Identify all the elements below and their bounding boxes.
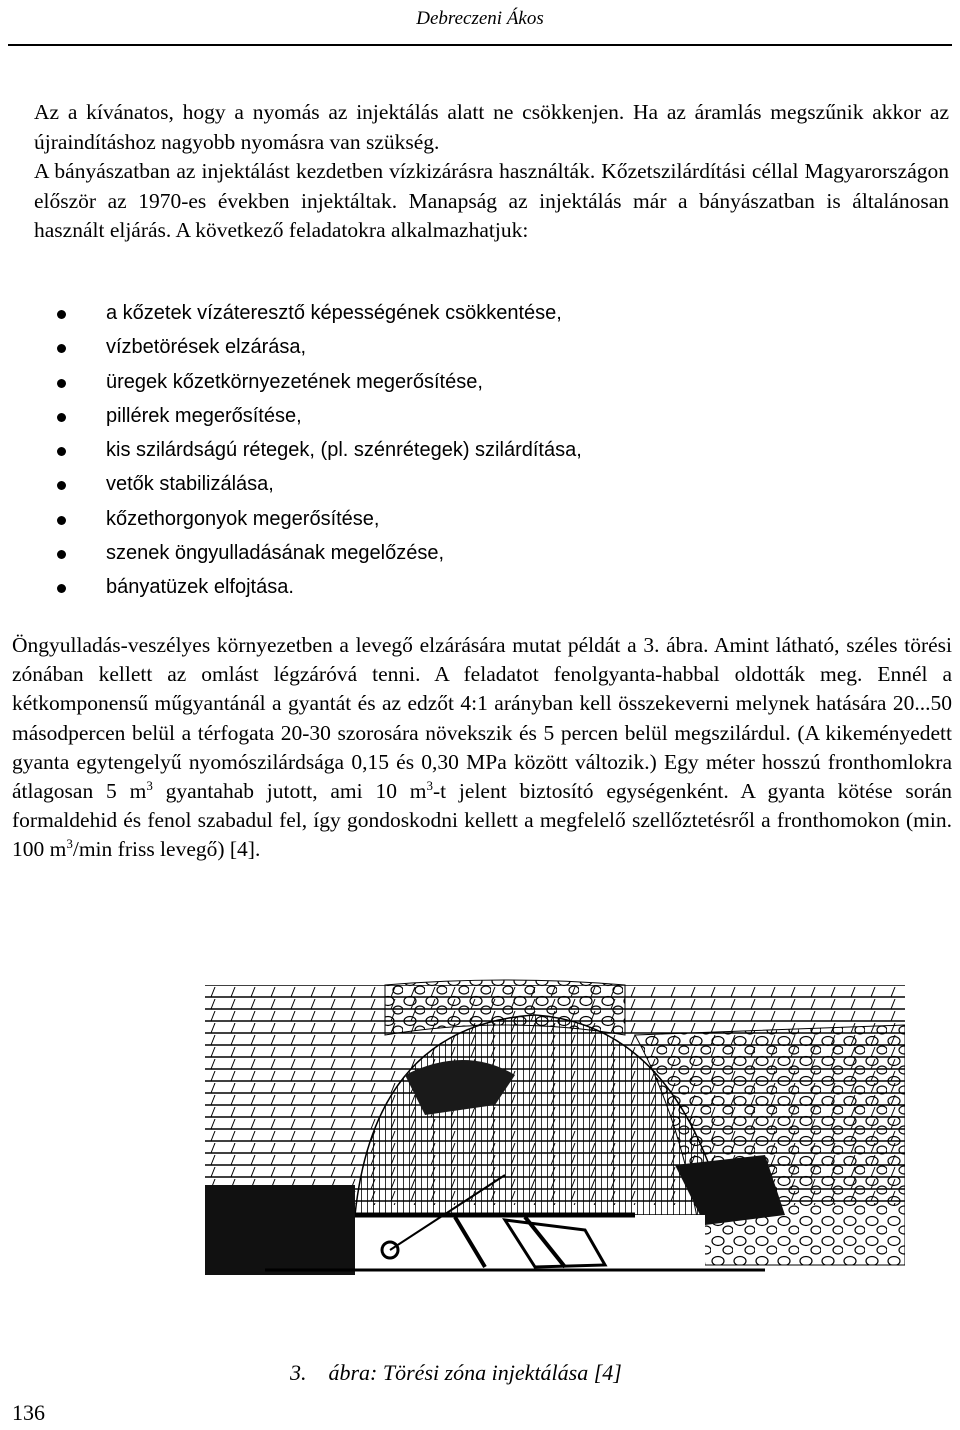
- intro-paragraph: [34, 98, 949, 246]
- list-item: kőzethorgonyok megerősítése,: [34, 502, 934, 536]
- list-item: üregek kőzetkörnyezetének megerősítése,: [34, 365, 934, 399]
- list-item: a kőzetek vízáteresztő képességének csökkentése,: [34, 296, 934, 330]
- list-item: kis szilárdságú rétegek, (pl. szénrétegek) szilárdítása,: [34, 433, 934, 467]
- bullet-icon: [57, 379, 66, 388]
- figure-caption: [290, 1360, 622, 1386]
- bullet-icon: [57, 550, 66, 559]
- bullet-icon: [57, 481, 66, 490]
- bullet-icon: [57, 413, 66, 422]
- list-item: vízbetörések elzárása,: [34, 330, 934, 364]
- list-item: vetők stabilizálása,: [34, 467, 934, 501]
- caption-text: ábra: Törési zóna injektálása [4]: [328, 1360, 622, 1385]
- list-item: bányatüzek elfojtása.: [34, 570, 934, 604]
- running-header: Debreczeni Ákos: [416, 8, 544, 29]
- bullet-icon: [57, 584, 66, 593]
- bullet-icon: [57, 447, 66, 456]
- list-item: pillérek megerősítése,: [34, 399, 934, 433]
- body-paragraph: Öngyulladás-veszélyes környezetben a levegő elzárására mutat példát a 3. ábra. Amint látható, széles törési zónában kellett az omlást légzáróvá tenni. A feladatot fenolgyanta-habbal oldották meg. Ennél a kétkomponensű műgyantánál a gyantát és az edzőt 4:1 arányban kell összekeverni melynek hatására 20...50 másodpercen belül a térfogata 20-30 szorosára növekszik és 5 percen belül megszilárdul. (A kikeményedett gyanta egytengelyű nyomószilárdsága 0,15 és 0,30 MPa között változik.) Egy méter hosszú fronthomlokra átlagosan 5 $m^3$ gyantahab jutott, ami 10 $m^3-t$ jelent biztosító egységenként. A gyanta kötése során formaldehid és fenol szabadul fel, így gondoskodni kellett a megfelelő szellőztetésről a fronthomokon (min. 100 $m^3/\min$ friss levegő) [4].: [12, 633, 952, 862]
- header-rule: [8, 44, 952, 46]
- caption-number: 3.: [290, 1360, 307, 1385]
- bullet-icon: [57, 310, 66, 319]
- fracture-zone-injection-figure: [205, 975, 905, 1275]
- intro-sentence-2: A bányászatban az injektálást kezdetben vízkizárásra használták. Kőzetszilárdítási céllal Magyarországon először az 1970-es években injektáltak. Manapság az injektálás már a bányászatban is általánosan használt eljárás. A következő feladatokra alkalmazhatjuk:: [34, 159, 949, 243]
- bullet-icon: [57, 344, 66, 353]
- application-list: [34, 296, 934, 605]
- page-number: 136: [12, 1400, 45, 1425]
- list-item: szenek öngyulladásának megelőzése,: [34, 536, 934, 570]
- bullet-icon: [57, 516, 66, 525]
- coal-seam: [205, 1185, 355, 1275]
- intro-sentence-1: Az a kívánatos, hogy a nyomás az injektálás alatt ne csökkenjen. Ha az áramlás megszűnik akkor az újraindításhoz nagyobb nyomásra van szükség.: [34, 100, 949, 154]
